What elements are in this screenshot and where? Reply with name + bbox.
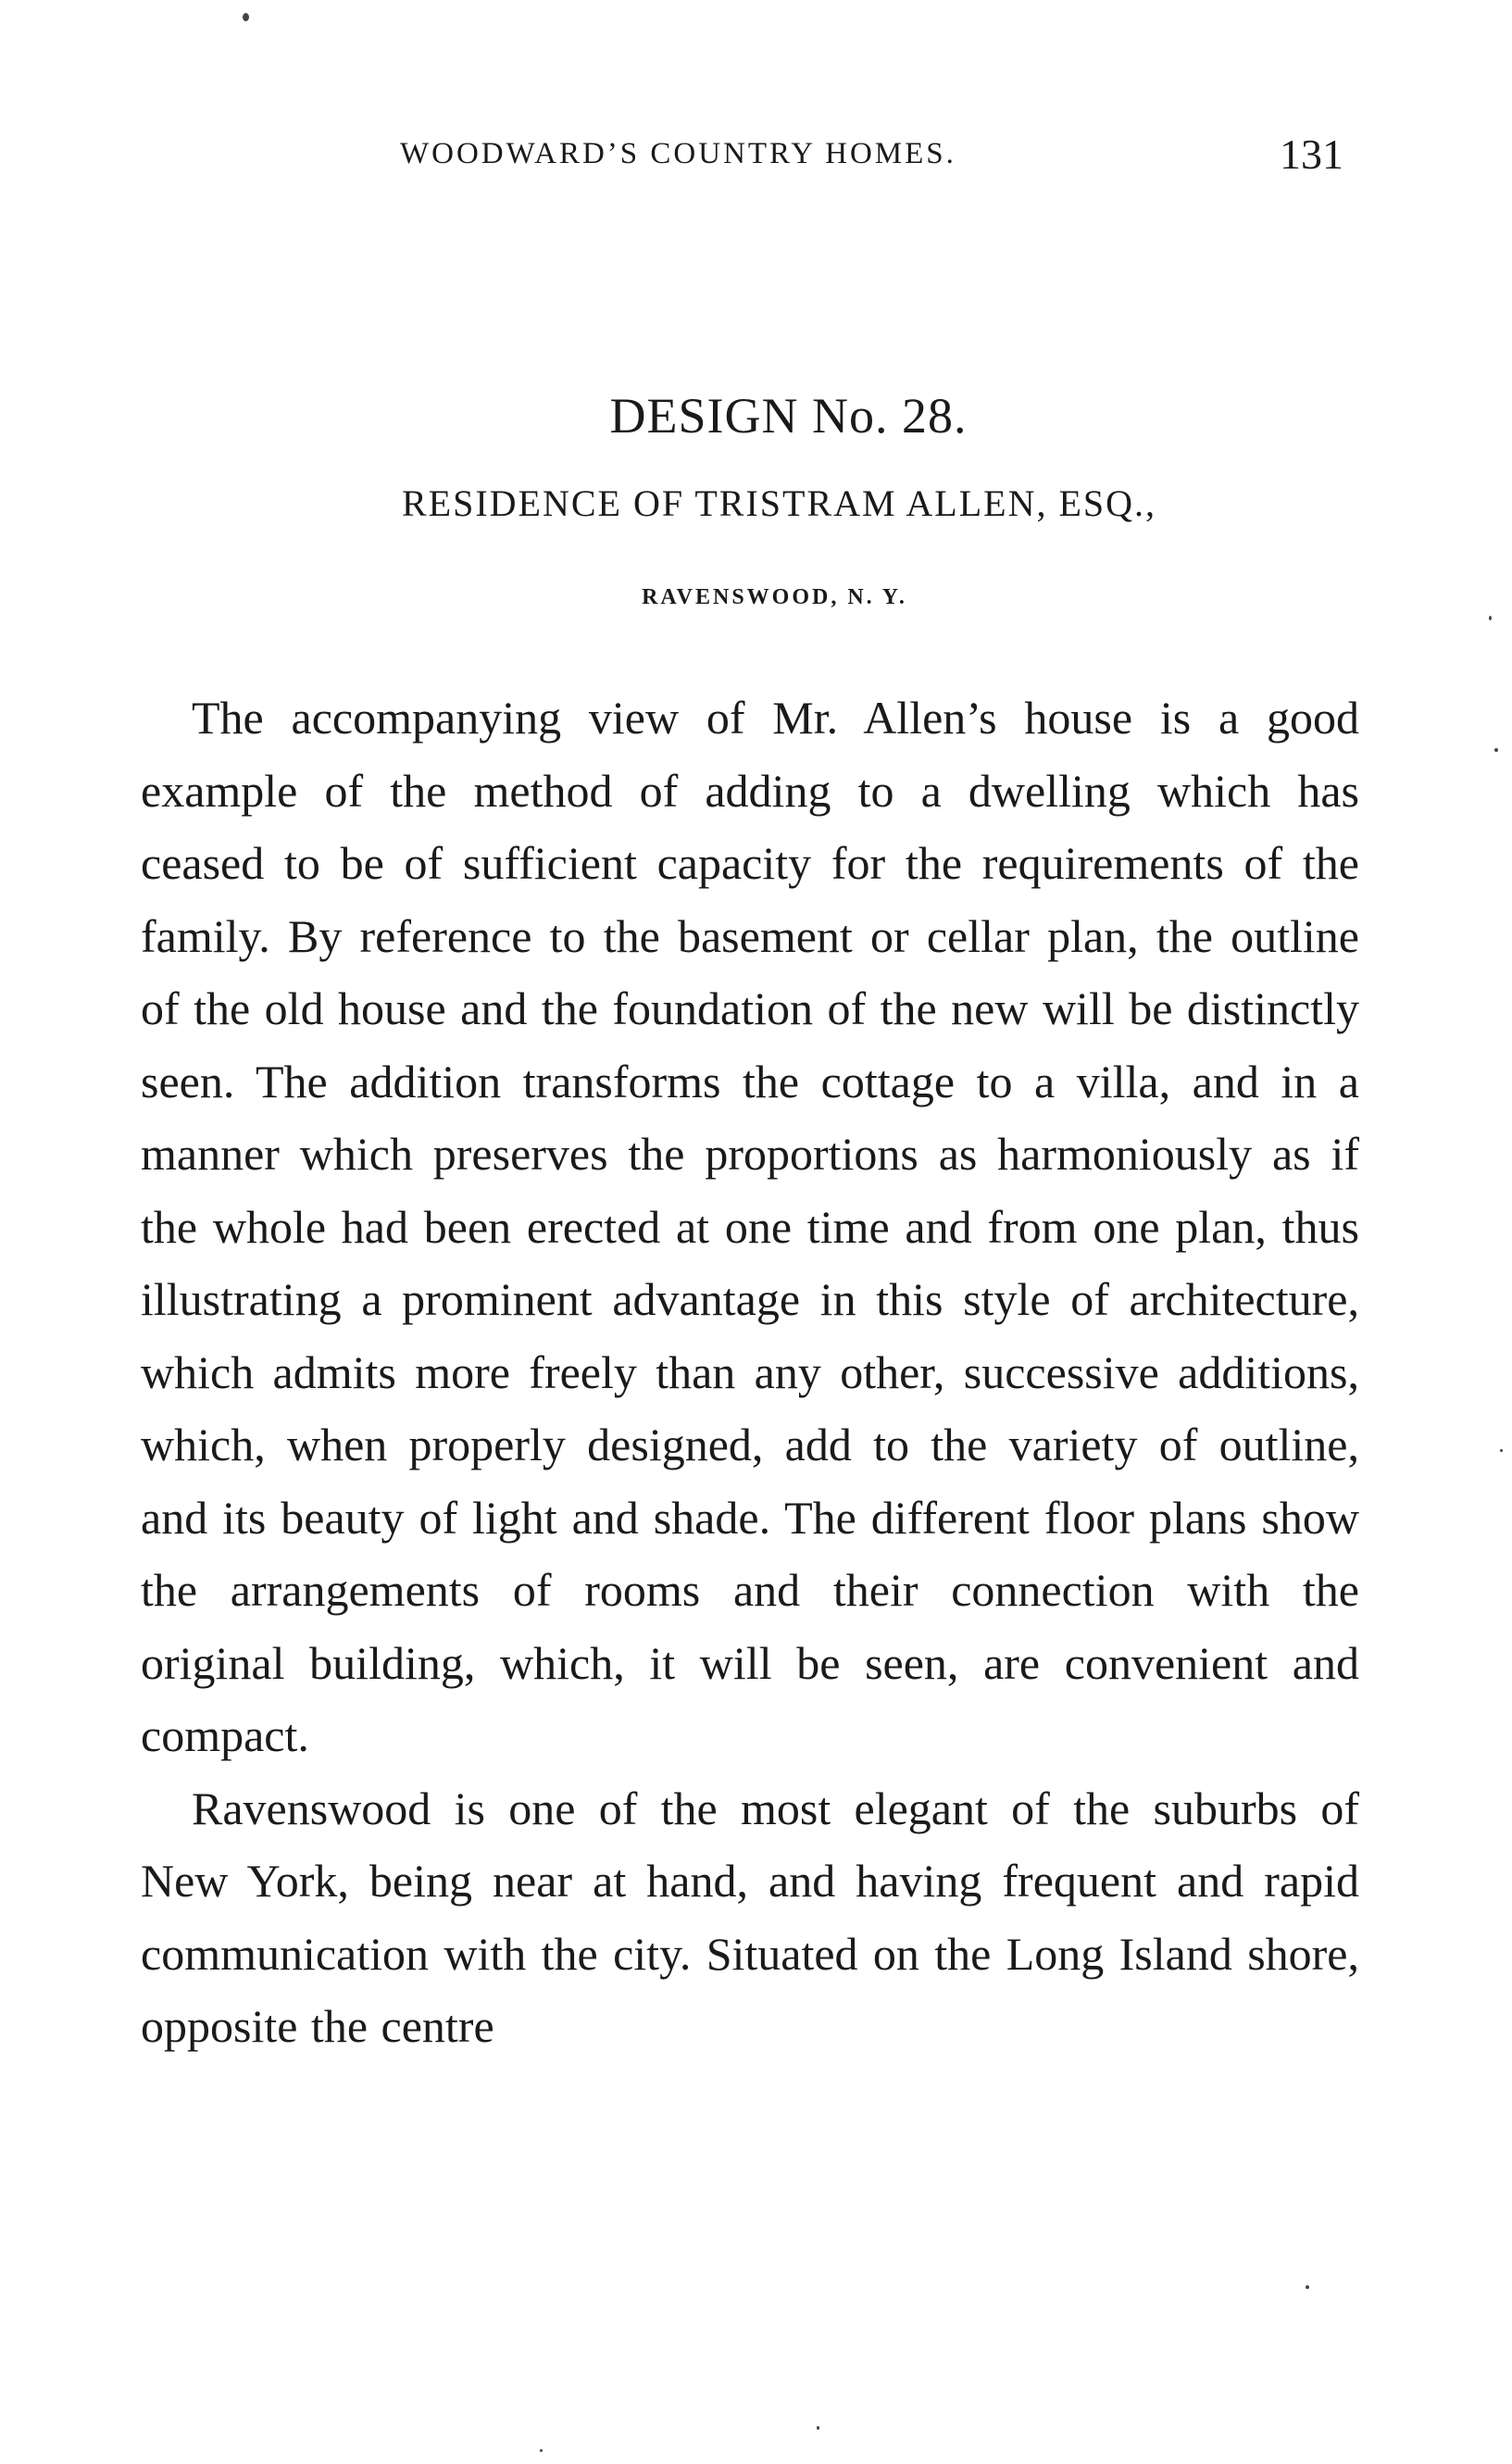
scan-speck <box>540 2449 543 2452</box>
body-text <box>141 682 1359 2063</box>
page-number: 131 <box>1280 131 1343 178</box>
scan-speck <box>1306 2285 1309 2289</box>
design-title: DESIGN No. 28. <box>609 388 968 444</box>
location-subtitle: RAVENSWOOD, N. Y. <box>642 585 907 609</box>
paragraph-1: The accompanying view of Mr. Allen’s house is a good example of the method of adding to a dwelling which has ceased to be of sufficient capacity for the requirements of the family. By reference to the basement or cellar plan, the outline of the old house and the foundation of the new will be distinctly seen. The addition transforms the cottage to a villa, and in a manner which preserves the proportions as harmoniously as if the whole had been erected at one time and from one plan, thus illustrating a prominent advantage in this style of architecture, which admits more freely than any other, successive additions, which, when properly designed, add to the variety of outline, and its beauty of light and shade. The different floor plans show the arrangements of rooms and their connection with the original building, which, it will be seen, are convenient and compact. <box>141 692 1359 1761</box>
running-head: WOODWARD’S COUNTRY HOMES. <box>400 137 956 170</box>
residence-subtitle: RESIDENCE OF TRISTRAM ALLEN, ESQ., <box>401 482 1157 524</box>
scan-speck <box>817 2426 819 2430</box>
scan-speck <box>243 13 249 21</box>
scan-speck <box>1500 1449 1503 1452</box>
scan-speck <box>1489 616 1492 620</box>
scan-speck <box>1494 748 1498 752</box>
paragraph-2: Ravenswood is one of the most elegant of the suburbs of New York, being near at hand, and having frequent and rapid communication with the city. Situated on the Long Island shore, opposite the centre <box>141 1782 1359 2052</box>
